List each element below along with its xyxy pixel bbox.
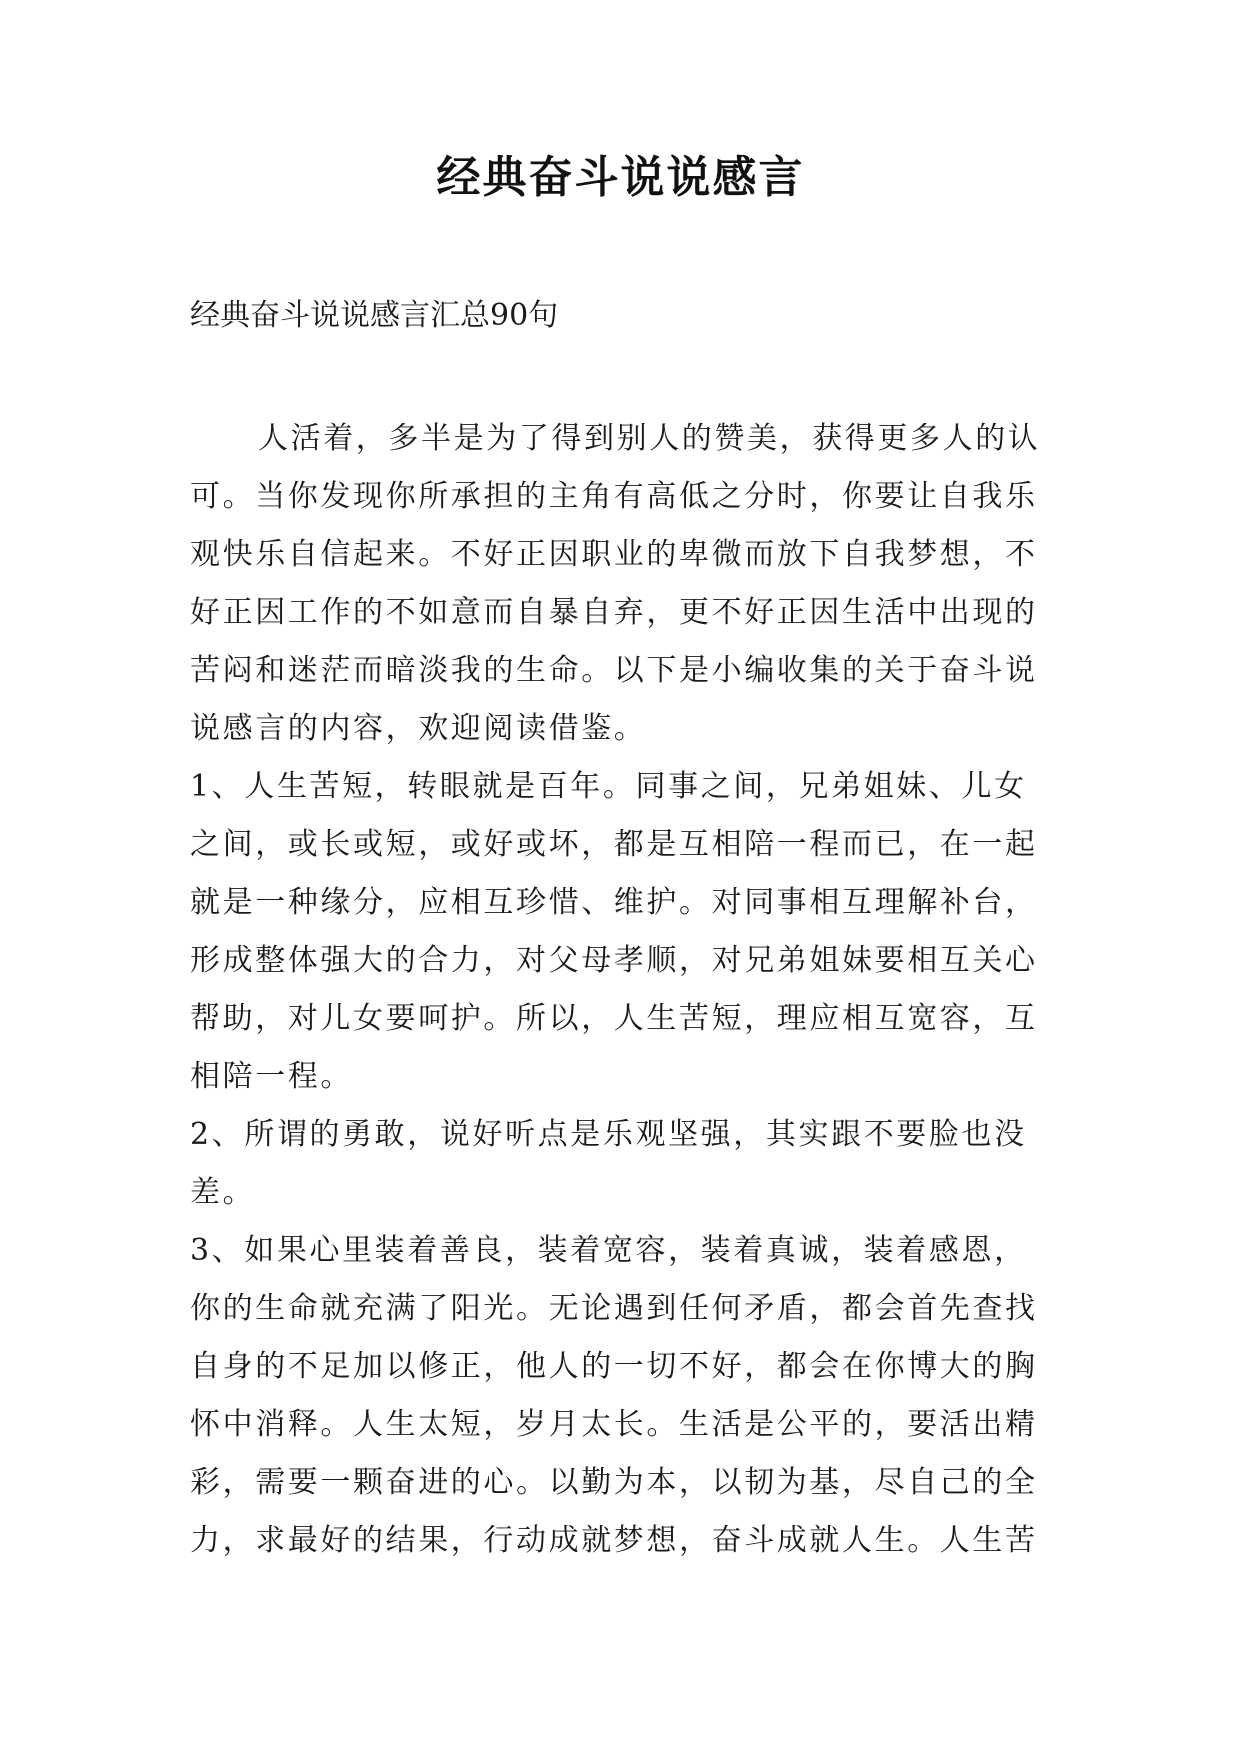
text-line: 彩，需要一颗奋进的心。以勤为本，以韧为基，尽自己的全: [190, 1465, 1038, 1500]
text-line: 差。: [190, 1175, 256, 1210]
text-line: 帮助，对儿女要呵护。所以，人生苦短，理应相互宽容，互: [190, 1001, 1038, 1036]
text-line: 力，求最好的结果，行动成就梦想，奋斗成就人生。人生苦: [190, 1523, 1038, 1558]
text-line: 怀中消释。人生太短，岁月太长。生活是公平的，要活出精: [190, 1407, 1038, 1442]
text-line: 你的生命就充满了阳光。无论遇到任何矛盾，都会首先查找: [190, 1291, 1038, 1326]
document-subtitle: 经典奋斗说说感言汇总90句: [190, 298, 559, 333]
text-line: 可。当你发现你所承担的主角有高低之分时，你要让自我乐: [190, 479, 1038, 514]
text-line: 之间，或长或短，或好或坏，都是互相陪一程而已，在一起: [190, 827, 1038, 862]
text-line: 观快乐自信起来。不好正因职业的卑微而放下自我梦想，不: [190, 537, 1038, 572]
text-line: 说感言的内容，欢迎阅读借鉴。: [190, 711, 647, 746]
text-line: 1、人生苦短，转眼就是百年。同事之间，兄弟姐妹、儿女: [190, 769, 1027, 804]
document-title: 经典奋斗说说感言: [436, 152, 805, 203]
text-line: 就是一种缘分，应相互珍惜、维护。对同事相互理解补台，: [190, 885, 1038, 920]
text-line: 自身的不足加以修正，他人的一切不好，都会在你博大的胸: [190, 1349, 1038, 1384]
text-line: 苦闷和迷茫而暗淡我的生命。以下是小编收集的关于奋斗说: [190, 653, 1038, 688]
text-line: 好正因工作的不如意而自暴自弃，更不好正因生活中出现的: [190, 595, 1038, 630]
document-body: [190, 410, 1070, 1570]
text-line: 2、所谓的勇敢，说好听点是乐观坚强，其实跟不要脸也没: [190, 1117, 1027, 1152]
text-line: 3、如果心里装着善良，装着宽容，装着真诚，装着感恩，: [190, 1233, 1027, 1268]
text-line: 相陪一程。: [190, 1059, 353, 1094]
text-line: 形成整体强大的合力，对父母孝顺，对兄弟姐妹要相互关心: [190, 943, 1038, 978]
text-line: 人活着，多半是为了得到别人的赞美，获得更多人的认: [258, 421, 1041, 456]
